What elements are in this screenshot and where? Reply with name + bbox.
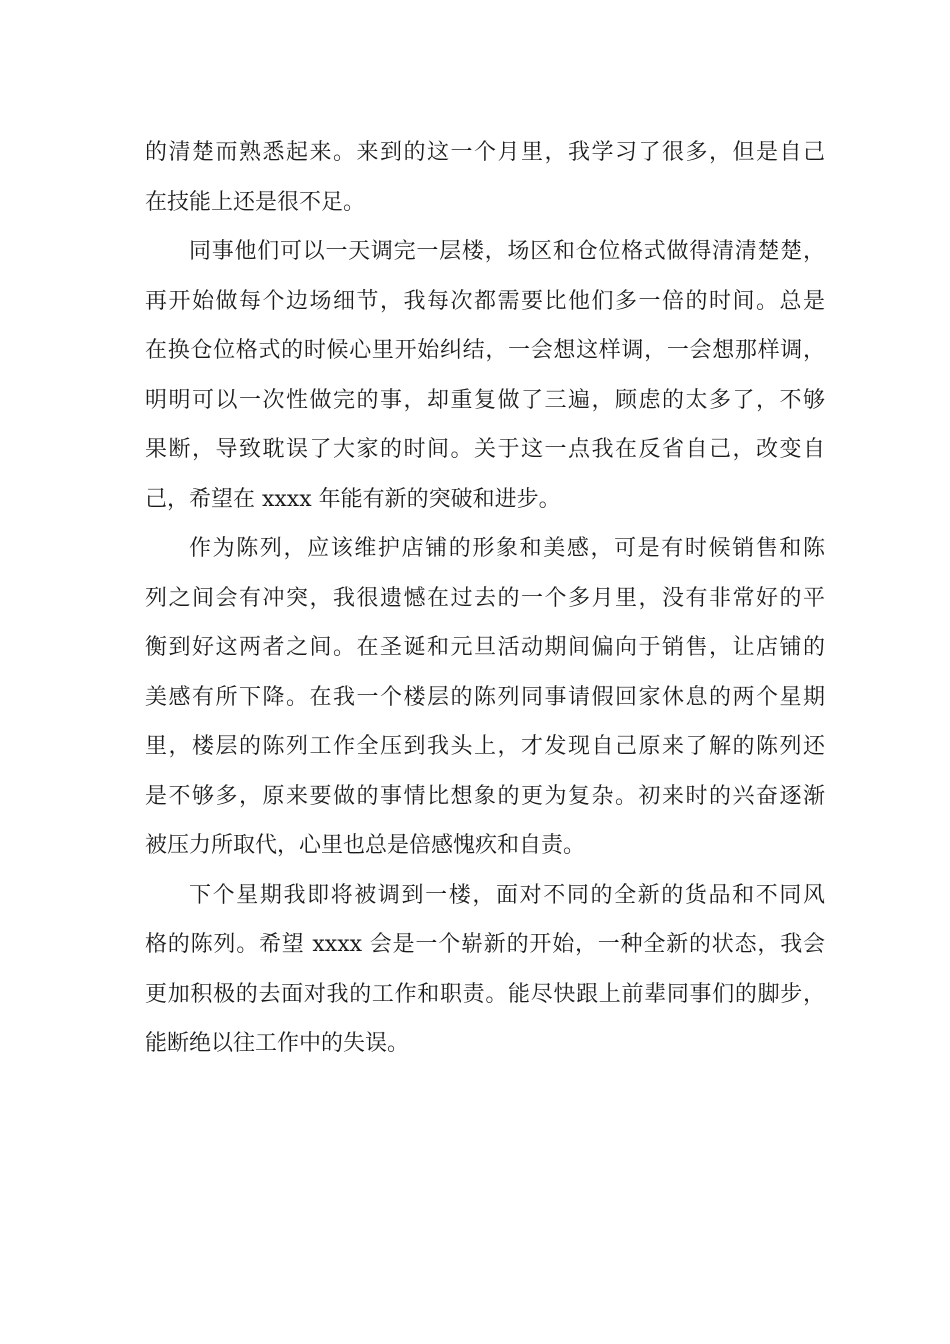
paragraph-4-line-4: 能断绝以往工作中的失误。 [145,1031,410,1056]
paragraph-4-line-1: 下个星期我即将被调到一楼，面对不同的全新的货品和不同风 [189,882,825,908]
paragraph-2-line-2: 再开始做每个边场细节，我每次都需要比他们多一倍的时间。总是 [145,288,825,314]
paragraph-3-line-3: 衡到好这两者之间。在圣诞和元旦活动期间偏向于销售，让店铺的 [145,635,825,660]
paragraph-3-line-1: 作为陈列，应该维护店铺的形象和美感，可是有时候销售和陈 [189,536,825,561]
document-body [145,128,825,1069]
paragraph-3-line-6: 是不够多，原来要做的事情比想象的更为复杂。初来时的兴奋逐渐 [145,783,825,809]
paragraph-3-line-5: 里，楼层的陈列工作全压到我头上，才发现自己原来了解的陈列还 [145,734,825,759]
paragraph-2-line-4: 明明可以一次性做完的事，却重复做了三遍，顾虑的太多了，不够 [145,387,825,413]
paragraph-2-line-3: 在换仓位格式的时候心里开始纠结，一会想这样调，一会想那样调， [145,338,825,363]
paragraph-2-line-5: 果断，导致耽误了大家的时间。关于这一点我在反省自己，改变自 [145,437,825,462]
paragraph-2-line-6: 己，希望在 xxxx 年能有新的突破和进步。 [145,486,561,512]
paragraph-1-line-1: 的清楚而熟悉起来。来到的这一个月里，我学习了很多，但是自己 [145,140,825,165]
paragraph-4-line-2: 格的陈列。希望 xxxx 会是一个崭新的开始，一种全新的状态，我会 [145,932,825,957]
paragraph-4-line-3: 更加积极的去面对我的工作和职责。能尽快跟上前辈同事们的脚步， [145,981,825,1007]
paragraph-2-line-1: 同事他们可以一天调完一层楼，场区和仓位格式做得清清楚楚， [189,239,825,264]
paragraph-3-line-4: 美感有所下降。在我一个楼层的陈列同事请假回家休息的两个星期 [145,684,825,710]
paragraph-3-line-2: 列之间会有冲突，我很遗憾在过去的一个多月里，没有非常好的平 [145,585,825,611]
paragraph-3-line-7: 被压力所取代，心里也总是倍感愧疚和自责。 [145,833,586,858]
paragraph-1-line-2: 在技能上还是很不足。 [145,189,366,215]
